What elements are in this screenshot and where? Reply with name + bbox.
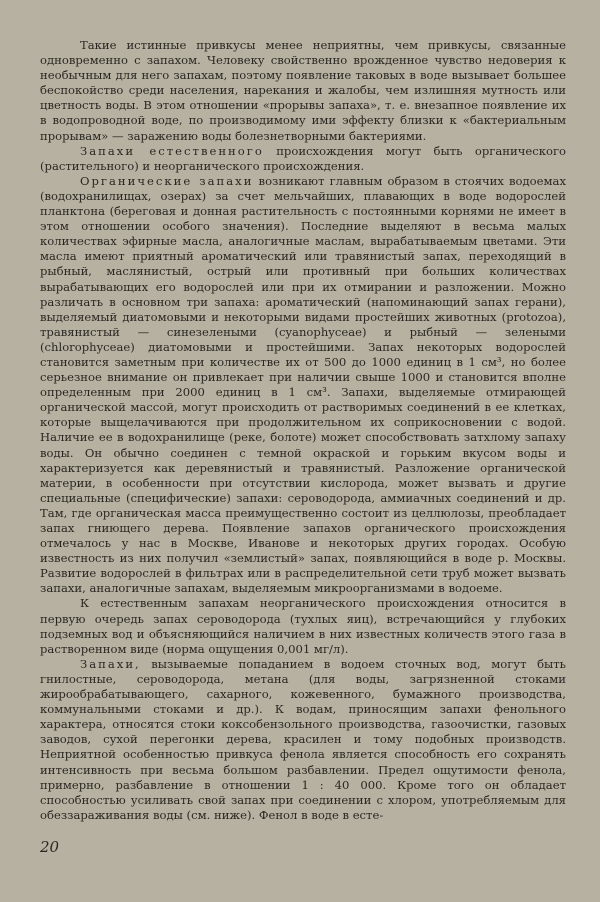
paragraph-lead: Запахи, (80, 656, 141, 671)
paragraph-taste-and-odor (40, 38, 566, 144)
paragraph-natural-odors (40, 144, 566, 174)
paragraph-inorganic-odors (40, 596, 566, 656)
paragraph-text: происхождения могут быть органического (растительного) и неорганического происхождения. (40, 143, 566, 173)
paragraph-lead: Запахи естественного (80, 143, 264, 158)
paragraph-sewage-odors (40, 657, 566, 823)
paragraph-text: возникают главным образом в стоячих водоемах (водохранилищах, озерах) за счет мельчайших, плавающих в воде водорослей планктона (береговая и донная растительность с постоянными корнями не имеет в этом отношении особого значения). Последние выделяют в весьма малых количествах эфирные масла, аналогичные маслам, вырабатываемым цветами. Эти масла имеют приятный ароматический или травянистый запах, переходящий в рыбный, маслянистый, острый или противный при больших количествах вырабатывающих его водорослей или при их отмирании и разложении. Можно различать в основном три запаха: ароматический (напоминающий запах герани), выделяемый диатомовыми и некоторыми видами простейших животных (protozoa), травянистый — синезелеными (cyanophyceae) и рыбный — зелеными (chlorophyceae) диатомовыми и простейшими. Запах некоторых водорослей становится заметным при количестве их от 500 до 1000 единиц в 1 см³, но более серьезное внимание он привлекает при наличии свыше 1000 и становится вполне определенным при 2000 единиц в 1 см³. Запахи, выделяемые отмирающей органической массой, могут происходить от растворимых соединений в ее клетках, которые выщелачиваются при продолжительном их соприкосновении с водой. Наличие ее в водохранилище (реке, болоте) может способствовать затхлому запаху воды. Он обычно соединен с темной окраской и горьким вкусом воды и характеризуется как деревянистый и травянистый. Разложение органической материи, в особенности при отсутствии кислорода, может вызвать и другие специальные (специфические) запахи: сероводорода, аммиачных соединений и др. Там, где органическая масса преимущественно состоит из целлюлозы, преобладает запах гниющего дерева. Появление запахов органического происхождения отмечалось у нас в Москве, Иванове и некоторых других городах. Особую известность из них получил «землистый» запах, появляющийся в воде р. Москвы. Развитие водорослей в фильтрах или в распределительной сети труб может вызвать запахи, аналогичные запахам, выделяемым микроорганизмами в водоеме. (40, 173, 566, 596)
page-number: 20 (40, 838, 60, 856)
paragraph-text: Такие истинные привкусы менее неприятны, чем привкусы, связанные одновременно с запахом. Человеку свойственно врожденное чувство недоверия к необычным для него запахам, поэтому появление таковых в воде вызывает большее беспокойство среди населения, нарекания и жалобы, чем излишняя мутность или цветность воды. В этом отношении «прорывы запаха», т. е. внезапное появление их в водопроводной воде, по производимому ими эффекту близки к «бактериальным прорывам» — заражению воды болезнетворными бактериями. (40, 38, 566, 143)
body-text (40, 38, 566, 823)
paragraph-text: вызываемые попаданием в водоем сточных вод, могут быть гнилостные, сероводорода, метана (для воды, загрязненной стоками жирообрабатывающего, сахарного, кожевенного, бумажного производства, коммунальными стоками и др.). К водам, приносящим запахи фенольного характера, относятся стоки коксобензольного производства, газоочистки, газовых заводов, сухой перегонки дерева, красилен и тому подобных производств. Неприятной особенностью привкуса фенола является способность его сохранять интенсивность при весьма большом разбавлении. Предел ощутимости фенола, примерно, разбавление в отношении 1 : 40 000. Кроме того он обладает способностью усиливать свой запах при соединении с хлором, употребляемым для обеззараживания воды (см. ниже). Фенол в воде в есте- (40, 656, 566, 822)
paragraph-lead: Органические запахи (80, 173, 254, 188)
paragraph-text: К естественным запахам неорганического происхождения относится в первую очередь запах сероводорода (тухлых яиц), встречающийся у глубоких подземных вод и объясняющийся наличием в них известных количеств этого газа в растворенном виде (норма ощущения 0,001 мг/л). (40, 596, 566, 656)
paragraph-organic-odors (40, 174, 566, 597)
